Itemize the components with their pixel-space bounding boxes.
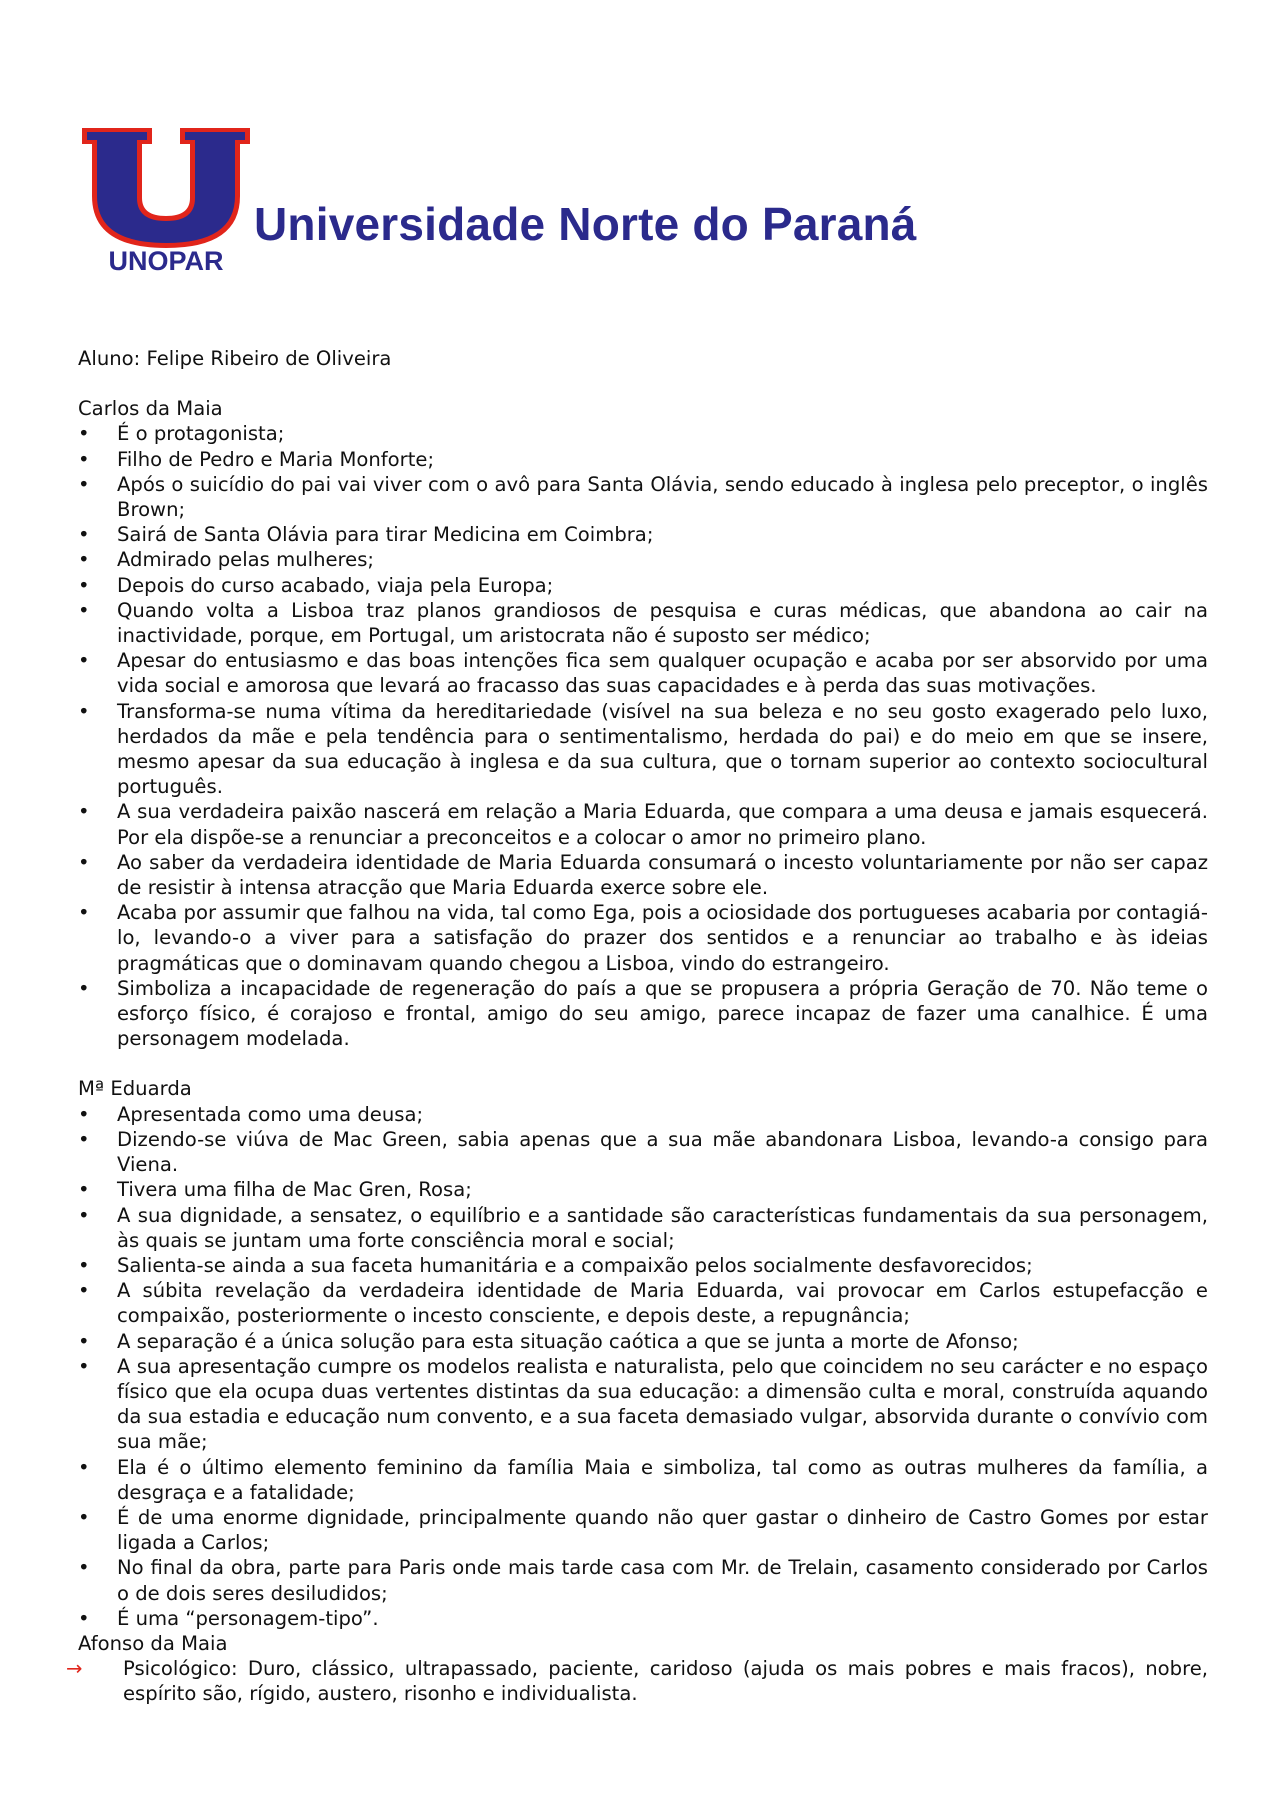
list-item: • A súbita revelação da verdadeira identidade de Maria Eduarda, vai provocar em Carlos estupefacção e compaixão, posteriormente o incesto consciente, e depois deste, a repugnância;	[78, 1278, 1208, 1328]
list-item: • A separação é a única solução para esta situação caótica a que se junta a morte de Afonso;	[78, 1329, 1208, 1354]
university-name: Universidade Norte do Paraná	[254, 198, 917, 250]
list-item: • Simboliza a incapacidade de regeneração do país a que se propusera a própria Geração de 70. Não teme o esforço físico, é corajoso e frontal, amigo do seu amigo, parece incapaz de fazer uma canalhice. É uma personagem modelada.	[78, 976, 1208, 1052]
list-item: • A sua apresentação cumpre os modelos realista e naturalista, pelo que coincidem no seu carácter e no espaço físico que ela ocupa duas vertentes distintas da sua educação: a dimensão culta e moral, construída aquando da sua estadia e educação num convento, e a sua faceta demasiado vulgar, absorvida durante o convívio com sua mãe;	[78, 1354, 1208, 1455]
list-item: • Depois do curso acabado, viaja pela Europa;	[78, 573, 1208, 598]
list-item: • No final da obra, parte para Paris onde mais tarde casa com Mr. de Trelain, casamento considerado por Carlos o de dois seres desiludidos;	[78, 1555, 1208, 1605]
logo-text: UNOPAR	[108, 246, 224, 274]
list-item: • Apesar do entusiasmo e das boas intenções fica sem qualquer ocupação e acaba por ser absorvido por uma vida social e amorosa que levará ao fracasso das suas capacidades e à perda das suas motivações.	[78, 648, 1208, 698]
unopar-logo	[78, 128, 254, 274]
list-item: • Transforma-se numa vítima da hereditariedade (visível na sua beleza e no seu gosto exagerado pelo luxo, herdados da mãe e pela tendência para o sentimentalismo, herdada do pai) e do meio em que se insere, mesmo apesar da sua educação à inglesa e da sua cultura, que o tornam superior ao contexto sociocultural português.	[78, 699, 1208, 800]
afonso-psychological-text: Psicológico: Duro, clássico, ultrapassado, paciente, caridoso (ajuda os mais pobres e mais fracos), nobre, espírito são, rígido, austero, risonho e individualista.	[123, 1657, 1208, 1706]
page-header	[78, 128, 1078, 278]
list-item: • É de uma enorme dignidade, principalmente quando não quer gastar o dinheiro de Castro Gomes por estar ligada a Carlos;	[78, 1505, 1208, 1555]
list-item: • A sua dignidade, a sensatez, o equilíbrio e a santidade são características fundamentais da sua personagem, às quais se juntam uma forte consciência moral e social;	[78, 1203, 1208, 1253]
list-item: • A sua verdadeira paixão nascerá em relação a Maria Eduarda, que compara a uma deusa e jamais esquecerá. Por ela dispõe-se a renunciar a preconceitos e a colocar o amor no primeiro plano.	[78, 799, 1208, 849]
list-item: • Acaba por assumir que falhou na vida, tal como Ega, pois a ociosidade dos portugueses acabaria por contagiá-lo, levando-o a viver para a satisfação do prazer dos sentidos e a renunciar ao trabalho e às ideias pragmáticas que o dominavam quando chegou a Lisboa, vindo do estrangeiro.	[78, 900, 1208, 976]
logo-u-body	[87, 132, 245, 243]
list-item: • Após o suicídio do pai vai viver com o avô para Santa Olávia, sendo educado à inglesa pelo preceptor, o inglês Brown;	[78, 472, 1208, 522]
section-title-eduarda: Mª Eduarda	[78, 1077, 192, 1101]
list-item: • É o protagonista;	[78, 421, 1208, 446]
list-item: • Salienta-se ainda a sua faceta humanitária e a compaixão pelos socialmente desfavorecidos;	[78, 1253, 1208, 1278]
list-item: • Ao saber da verdadeira identidade de Maria Eduarda consumará o incesto voluntariamente por não ser capaz de resistir à intensa atracção que Maria Eduarda exerce sobre ele.	[78, 850, 1208, 900]
afonso-psychological-item	[66, 1656, 1208, 1706]
section-title-carlos: Carlos da Maia	[78, 397, 223, 421]
list-item: • Tivera uma filha de Mac Gren, Rosa;	[78, 1177, 1208, 1202]
list-item: • É uma “personagem-tipo”.	[78, 1606, 1208, 1631]
eduarda-list	[78, 1102, 1208, 1631]
student-name: Aluno: Felipe Ribeiro de Oliveira	[78, 347, 392, 370]
list-item: • Admirado pelas mulheres;	[78, 547, 1208, 572]
list-item: • Dizendo-se viúva de Mac Green, sabia apenas que a sua mãe abandonara Lisboa, levando-a consigo para Viena.	[78, 1127, 1208, 1177]
list-item: • Filho de Pedro e Maria Monforte;	[78, 447, 1208, 472]
section-spacer	[78, 1051, 1208, 1076]
section-title-afonso: Afonso da Maia	[78, 1631, 228, 1655]
list-item: • Sairá de Santa Olávia para tirar Medicina em Coimbra;	[78, 522, 1208, 547]
list-item: • Quando volta a Lisboa traz planos grandiosos de pesquisa e curas médicas, que abandona ao cair na inactividade, porque, em Portugal, um aristocrata não é suposto ser médico;	[78, 598, 1208, 648]
list-item: • Ela é o último elemento feminino da família Maia e simboliza, tal como as outras mulheres da família, a desgraça e a fatalidade;	[78, 1455, 1208, 1505]
arrow-right-icon: →	[66, 1657, 83, 1681]
list-item: • Apresentada como uma deusa;	[78, 1102, 1208, 1127]
document-body	[66, 346, 1208, 1707]
carlos-list	[78, 421, 1208, 1051]
